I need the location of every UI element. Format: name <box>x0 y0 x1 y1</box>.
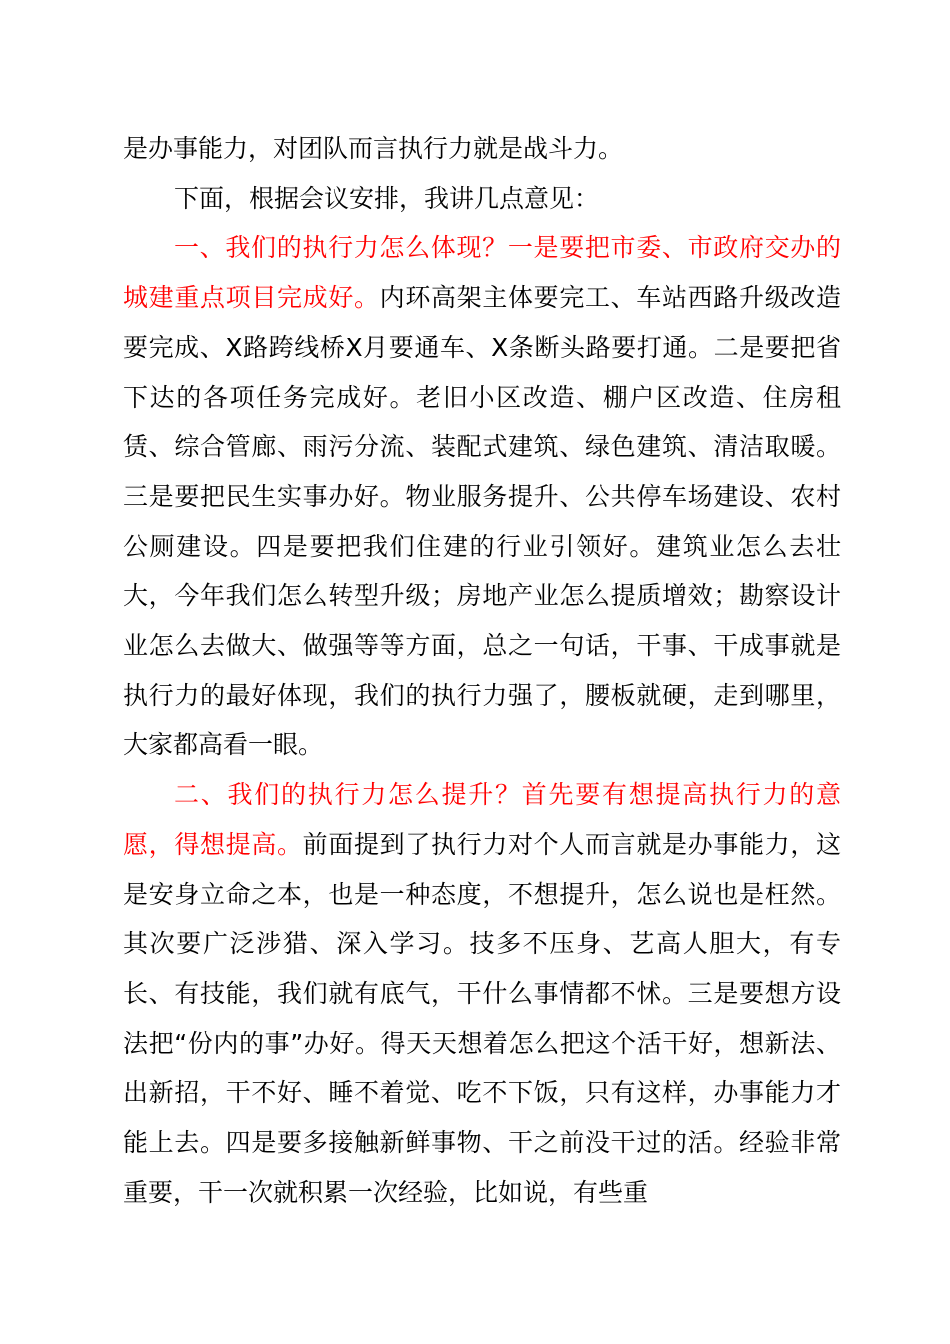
paragraph-section-two <box>123 770 841 1217</box>
paragraph-section-one <box>123 223 841 770</box>
paragraph-text: 内环高架主体要完工、车站西路升级改造要完成、X路跨线桥X月要通车、X条断头路要打通。二是要把省下达的各项任务完成好。老旧小区改造、棚户区改造、住房租赁、综合管廊、雨污分流、装配式建筑、绿色建筑、清洁取暖。三是要把民生实事办好。物业服务提升、公共停车场建设、农村公厕建设。四是要把我们住建的行业引领好。建筑业怎么去壮大，今年我们怎么转型升级；房地产业怎么提质增效；勘察设计业怎么去做大、做强等等方面，总之一句话，干事、干成事就是执行力的最好体现，我们的执行力强了，腰板就硬，走到哪里，大家都高看一眼。 <box>123 283 841 760</box>
section-heading-one: 一、我们的执行力怎么体现？一是要把市委、市政府交办的城建重点项目完成好。 <box>123 233 841 313</box>
paragraph-text: 下面，根据会议安排，我讲几点意见： <box>174 183 600 213</box>
section-heading-two: 二、我们的执行力怎么提升？首先要有想提高执行力的意愿，得想提高。 <box>123 780 841 859</box>
paragraph-text: 是办事能力，对团队而言执行力就是战斗力。 <box>123 134 624 163</box>
paragraph-text: 前面提到了执行力对个人而言就是办事能力，这是安身立命之本，也是一种态度，不想提升，怎么说也是枉然。其次要广泛涉猎、深入学习。技多不压身、艺高人胆大，有专长、有技能，我们就有底气，干什么事情都不怵。三是要想方设法把“份内的事”办好。得天天想着怎么把这个活干好，想新法、出新招，干不好、睡不着觉、吃不下饭，只有这样，办事能力才能上去。四是要多接触新鲜事物、干之前没干过的活。经验非常重要，干一次就积累一次经验，比如说，有些重 <box>123 829 841 1207</box>
paragraph-intro <box>123 174 841 224</box>
document-body <box>123 124 841 1217</box>
paragraph-continuation <box>123 124 841 174</box>
